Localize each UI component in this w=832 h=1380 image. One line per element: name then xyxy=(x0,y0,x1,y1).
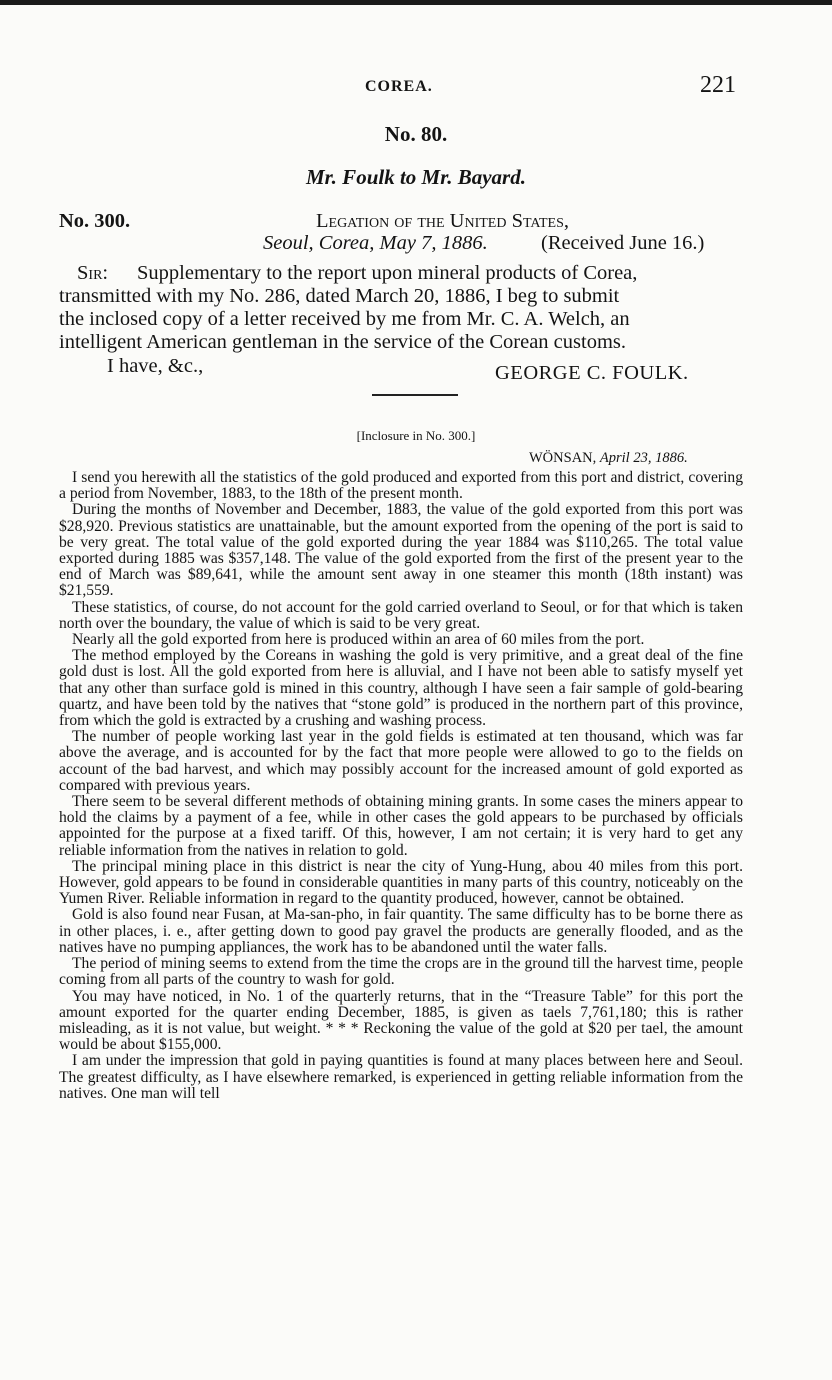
paragraph: You may have noticed, in No. 1 of the quarterly returns, that in the “Treasure Table” for this port the amount exported for the quarter ending December, 1885, is given as taels 7,761,180; this is rather misleading, as it is not value, but weight. * * * Reckoning the value of the gold at $20 per tael, the amount would be about $155,000. xyxy=(59,987,743,1054)
letter-line: transmitted with my No. 286, dated March 20, 1886, I beg to submit xyxy=(59,285,620,307)
inclosure-body xyxy=(59,470,743,1102)
page-number: 221 xyxy=(700,72,736,98)
letter-line: intelligent American gentleman in the service of the Corean customs. xyxy=(59,331,626,353)
dispatch-number: No. 300. xyxy=(59,210,131,232)
paragraph: During the months of November and December, 1883, the value of the gold exported from this port was $28,920. Previous statistics are unattainable, but the amount exported from the opening of the port is said to be very great. The total value of the gold exported during the year 1884 was $110,265. The total value exported during 1885 was $357,148. The value of the gold exported from the first of the present year to the end of March was $89,641, while the amount sent away in one steamer this month (18th instant) was $21,559. xyxy=(59,501,743,600)
signature: GEORGE C. FOULK. xyxy=(495,362,689,384)
paragraph: There seem to be several different methods of obtaining mining grants. In some cases the miners appear to hold the claims by a payment of a fee, while in other cases the gold appears to be purchased by officials appointed for the purpose at a fixed tariff. Of this, however, I am not certain; it is very hard to get any reliable information from the natives in relation to gold. xyxy=(59,793,743,859)
document-title: Mr. Foulk to Mr. Bayard. xyxy=(306,165,526,189)
salutation: Sir: xyxy=(77,262,109,284)
legation-heading: Legation of the United States, xyxy=(316,210,569,232)
paragraph: Nearly all the gold exported from here is produced within an area of 60 miles from the port. xyxy=(72,631,645,649)
paragraph: I am under the impression that gold in paying quantities is found at many places between here and Seoul. The greatest difficulty, as I have elsewhere remarked, is experienced in getting reliable information from the natives. One man will tell xyxy=(59,1052,743,1102)
paragraph: The principal mining place in this district is near the city of Yung-Hung, abou 40 miles from this port. However, gold appears to be found in considerable quantities in many parts of this country, noticeably on the Yumen River. Reliable information in regard to the quantity produced, however, cannot be obtained. xyxy=(59,857,743,908)
paragraph: I send you herewith all the statistics of the gold produced and exported from this port and district, covering a period from November, 1883, to the 18th of the present month. xyxy=(59,469,743,503)
received-date: (Received June 16.) xyxy=(541,232,705,254)
paragraph: Gold is also found near Fusan, at Ma-san-pho, in fair quantity. The same difficulty has to be borne there as in other places, i. e., after getting down to good pay gravel the products are generally flooded, and as the natives have no pumping appliances, the work has to be abandoned until the water falls. xyxy=(59,906,743,956)
inclosure-dateline xyxy=(529,450,688,467)
letter-line: the inclosed copy of a letter received by me from Mr. C. A. Welch, an xyxy=(59,308,630,330)
paragraph: The method employed by the Coreans in washing the gold is very primitive, and a great deal of the fine gold dust is lost. All the gold exported from here is alluvial, and I have not been able to satisfy myself yet that any other than surface gold is mined in this country, although I have seen a fair sample of gold-bearing quartz, and have been told by the natives that “stone gold” is produced in the northern part of this province, from which the gold is extracted by a crushing and washing process. xyxy=(59,647,743,730)
running-title: COREA. xyxy=(365,78,433,95)
dateline-date: April 23, 1886. xyxy=(599,450,688,466)
inclosure-label: [Inclosure in No. 300.] xyxy=(356,428,476,443)
paragraph: The number of people working last year in the gold fields is estimated at ten thousand, which was far above the average, and is accounted for by the fact that more people were allowed to go to the fields on account of the bad harvest, and which may possibly account for the increased amount of gold exported as compared with previous years. xyxy=(59,728,743,794)
place-date: Seoul, Corea, May 7, 1886. xyxy=(263,232,488,254)
paragraph: These statistics, of course, do not account for the gold carried overland to Seoul, or for that which is taken north over the boundary, the value of which is said to be very great. xyxy=(59,598,743,632)
letter-closing: I have, &c., xyxy=(107,355,204,377)
section-divider xyxy=(372,394,458,396)
dateline-place: WÖNSAN, xyxy=(529,450,597,466)
paragraph: The period of mining seems to extend from the time the crops are in the ground till the harvest time, people coming from all parts of the country to wash for gold. xyxy=(59,955,743,989)
document-number: No. 80. xyxy=(384,122,448,146)
letter-line: Supplementary to the report upon mineral products of Corea, xyxy=(137,262,638,284)
